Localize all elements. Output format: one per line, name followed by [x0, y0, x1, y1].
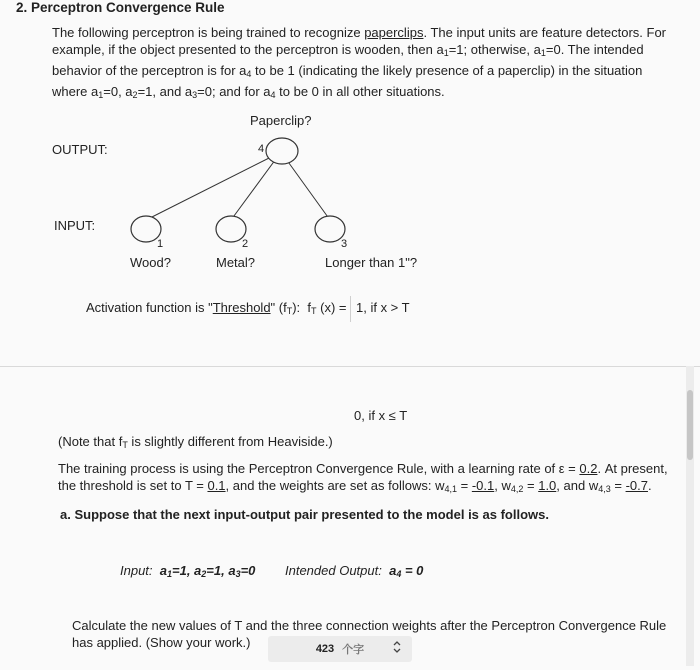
input-2-label: Metal? [216, 255, 256, 270]
intro-line-1: The following perceptron is being trained to recognize paperclips. The input units are feature detectors. For [52, 25, 667, 40]
input-label: INPUT: [54, 218, 96, 233]
output-node-4 [266, 138, 298, 164]
scrollbar-thumb[interactable] [687, 390, 693, 460]
edge-1-4 [146, 152, 281, 220]
input-3-label: Longer than 1"? [325, 255, 418, 270]
calc-line-1: Calculate the new values of T and the three connection weights after the Perceptron Convergence Rule [72, 618, 667, 633]
input-pair: Input: $a_1=1$, $a_2=1$, $a_3=0$ [120, 563, 256, 579]
activation-line: Activation function is "Threshold" $(f_T)$: $f_T$ (x) = [86, 300, 347, 316]
intro-line-4: where $a_1=0$, $a_2=1$, and $a_3=0$; and for $a_4$ to be 0 in all other situations. [52, 84, 445, 100]
intro-line-3: behavior of the perceptron is for $a_4$ to be 1 (indicating the likely presence of a paperclip) in the situation [52, 63, 643, 79]
training-line-2: the threshold is set to T = 0.1, and the weights are set as follows: $w_{4,1} = -0.1$, $w_{4,2} = 1.0$, and $w_{4,3} = -0.7$. [58, 478, 652, 494]
word-count-box[interactable] [268, 636, 412, 662]
output-label: OUTPUT: [52, 142, 108, 157]
chevron-up-down-icon[interactable] [392, 640, 402, 657]
input-1-label: Wood? [130, 255, 171, 270]
output-node-number: 4 [258, 143, 265, 155]
input-node-3-number: 3 [341, 238, 348, 250]
intro-line-2: example, if the object presented to the perceptron is wooden, then $a_1=1$; otherwise, $a_1=0$. The intended [52, 42, 644, 58]
output-title: Paperclip? [250, 113, 312, 128]
activation-case-2: 0, if x ≤ T [354, 408, 408, 423]
word-count-value: 423 [315, 643, 335, 655]
input-node-1-number: 1 [157, 238, 164, 250]
brace-line [350, 296, 351, 322]
training-line-1: The training process is using the Perceptron Convergence Rule, with a learning rate of ε = 0.2. At present, [58, 461, 668, 476]
section-separator [0, 366, 700, 367]
input-node-2-number: 2 [242, 238, 249, 250]
note-line: (Note that $f_T$ is slightly different from Heaviside.) [58, 434, 333, 450]
calc-line-2: has applied. (Show your work.) [72, 635, 251, 650]
activation-case-1: 1, if x > T [356, 300, 410, 315]
question-heading: 2. Perceptron Convergence Rule [16, 0, 225, 15]
word-count-unit: 个字 [342, 644, 365, 656]
intended-output: Intended Output: $a_4 = 0$ [285, 563, 424, 579]
question-a: a. Suppose that the next input-output pair presented to the model is as follows. [60, 507, 549, 522]
